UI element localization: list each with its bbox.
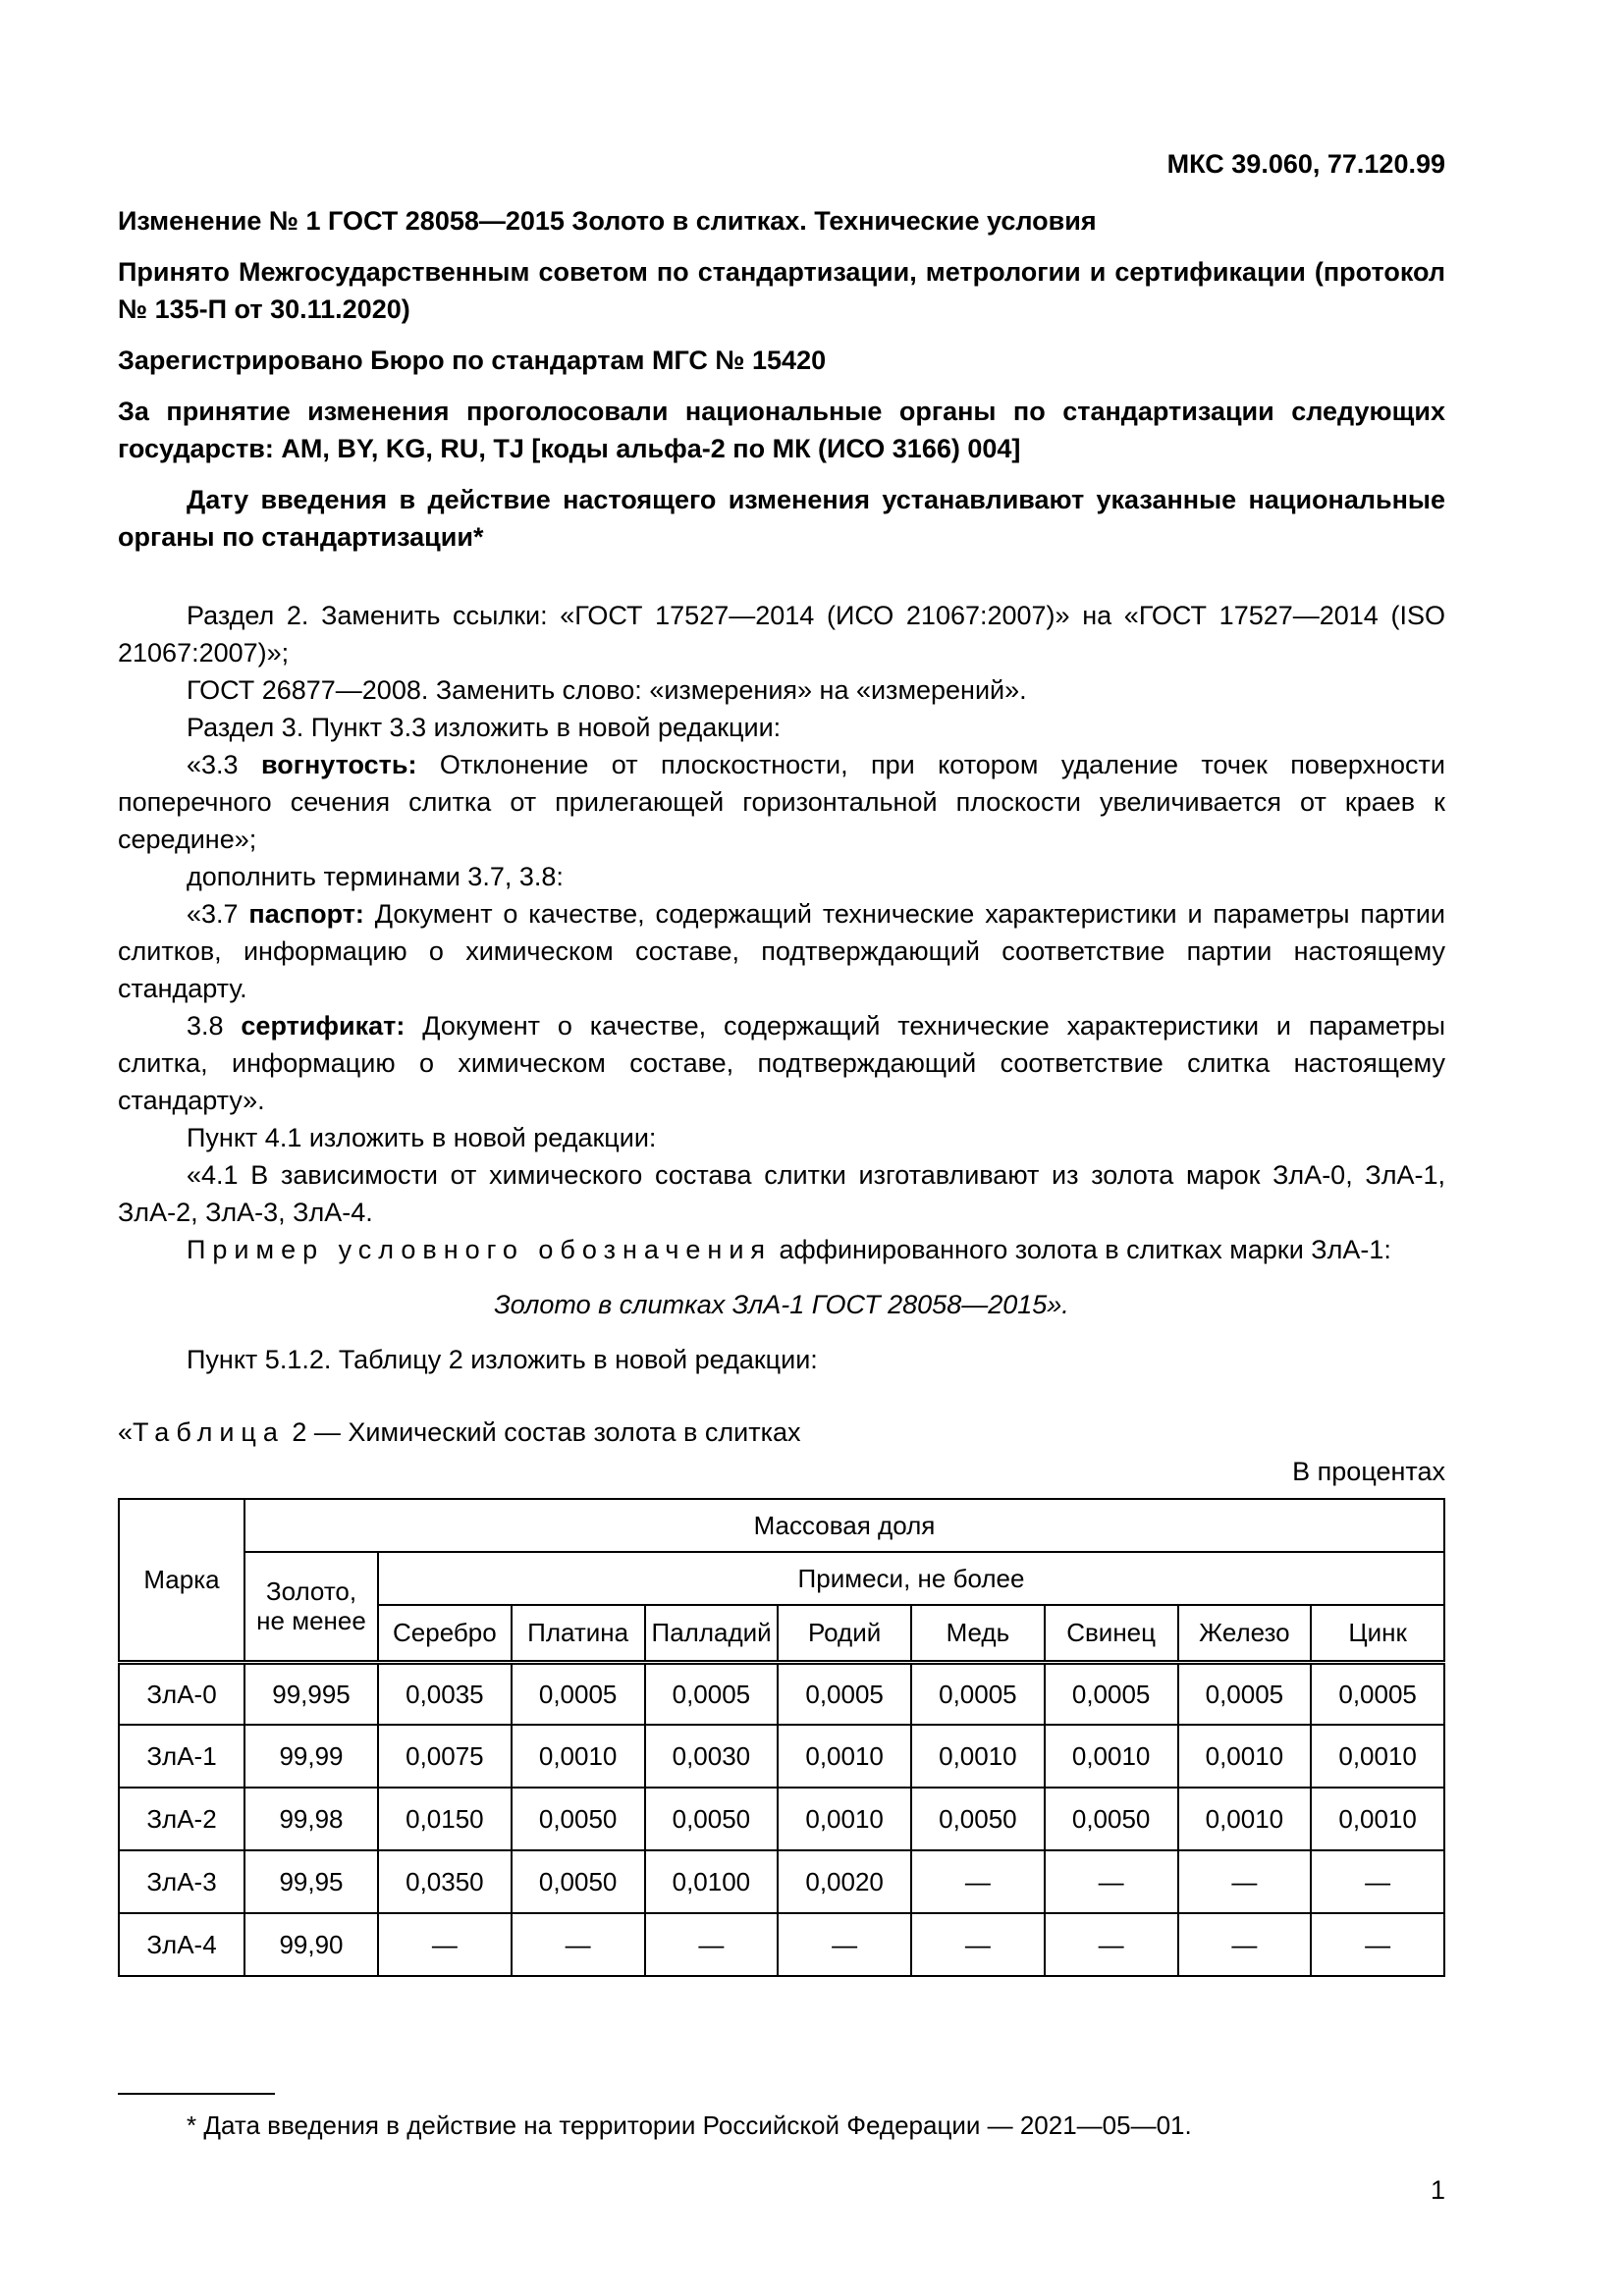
cell-value: 0,0010 bbox=[1178, 1725, 1312, 1788]
page-number: 1 bbox=[1430, 2175, 1445, 2205]
para-term-3-7 bbox=[118, 895, 1445, 1007]
cell-value: 0,0010 bbox=[778, 1788, 911, 1850]
footnote-text: * Дата введения в действие на территории Российской Федерации — 2021—05—01. bbox=[187, 2110, 1192, 2140]
cell-value: 0,0075 bbox=[378, 1725, 512, 1788]
cell-value: — bbox=[778, 1913, 911, 1976]
chemical-composition-table bbox=[118, 1498, 1445, 1977]
cell-value: — bbox=[1311, 1913, 1444, 1976]
col-header-gold-min: Золото, не менее bbox=[244, 1552, 378, 1662]
cell-value: — bbox=[645, 1913, 779, 1976]
para-4-1-intro: Пункт 4.1 изложить в новой редакции: bbox=[187, 1123, 657, 1152]
cell-mark: ЗлА-2 bbox=[119, 1788, 244, 1850]
cell-value: — bbox=[1178, 1850, 1312, 1913]
cell-value: 0,0020 bbox=[778, 1850, 911, 1913]
cell-value: — bbox=[1045, 1850, 1178, 1913]
term-3-8-lead: 3.8 bbox=[187, 1011, 242, 1041]
example-rest: аффинированного золота в слитках марки ЗлА-1: bbox=[772, 1235, 1391, 1264]
col-header-impurities: Примеси, не более bbox=[378, 1552, 1444, 1605]
cell-gold: 99,995 bbox=[244, 1662, 378, 1725]
cell-value: 0,0005 bbox=[1045, 1662, 1178, 1725]
example-designation: Золото в слитках ЗлА-1 ГОСТ 28058—2015». bbox=[494, 1290, 1069, 1319]
col-header-platinum: Платина bbox=[512, 1605, 645, 1662]
para-section3: Раздел 3. Пункт 3.3 изложить в новой редакции: bbox=[187, 713, 782, 742]
cell-value: — bbox=[512, 1913, 645, 1976]
para-term-3-8 bbox=[118, 1007, 1445, 1119]
cell-value: 0,0010 bbox=[1311, 1725, 1444, 1788]
col-header-rhodium: Родий bbox=[778, 1605, 911, 1662]
caption-number-title: 2 — Химический состав золота в слитках bbox=[284, 1417, 801, 1447]
col-header-palladium: Палладий bbox=[645, 1605, 779, 1662]
cell-value: 0,0010 bbox=[1311, 1788, 1444, 1850]
cell-value: 0,0150 bbox=[378, 1788, 512, 1850]
para-section2: Раздел 2. Заменить ссылки: «ГОСТ 17527—2014 (ИСО 21067:2007)» на «ГОСТ 17527—2014 (ISO 21067:2007)»; bbox=[118, 601, 1445, 667]
voted-paragraph: За принятие изменения проголосовали национальные органы по стандартизации следующих государств: AM, BY, KG, RU, TJ [коды альфа-2 по МК (ИСО 3166) 004] bbox=[118, 397, 1445, 463]
preamble bbox=[118, 202, 1445, 556]
amendment-title: Изменение № 1 ГОСТ 28058—2015 Золото в слитках. Технические условия bbox=[118, 206, 1097, 236]
cell-mark: ЗлА-3 bbox=[119, 1850, 244, 1913]
term-3-8-term: сертификат: bbox=[241, 1011, 406, 1041]
caption-word: Таблица bbox=[133, 1417, 285, 1447]
cell-value: 0,0005 bbox=[778, 1662, 911, 1725]
cell-value: 0,0005 bbox=[1311, 1662, 1444, 1725]
cell-value: 0,0005 bbox=[1178, 1662, 1312, 1725]
cell-mark: ЗлА-1 bbox=[119, 1725, 244, 1788]
example-spaced-word: Пример условного обозначения bbox=[187, 1235, 773, 1264]
cell-value: 0,0010 bbox=[1178, 1788, 1312, 1850]
term-3-7-term: паспорт: bbox=[248, 899, 364, 929]
cell-value: — bbox=[1045, 1913, 1178, 1976]
enactment-paragraph: Дату введения в действие настоящего изменения устанавливают указанные национальные органы по стандартизации* bbox=[118, 485, 1445, 552]
table-row bbox=[119, 1850, 1444, 1913]
cell-gold: 99,98 bbox=[244, 1788, 378, 1850]
cell-mark: ЗлА-4 bbox=[119, 1913, 244, 1976]
col-header-lead: Свинец bbox=[1045, 1605, 1178, 1662]
cell-value: 0,0010 bbox=[512, 1725, 645, 1788]
para-term-3-3 bbox=[118, 746, 1445, 858]
para-supplement: дополнить терминами 3.7, 3.8: bbox=[187, 862, 564, 891]
cell-gold: 99,95 bbox=[244, 1850, 378, 1913]
table-row bbox=[119, 1725, 1444, 1788]
cell-value: — bbox=[1178, 1913, 1312, 1976]
cell-value: — bbox=[911, 1850, 1045, 1913]
cell-value: 0,0005 bbox=[512, 1662, 645, 1725]
units-label: В процентах bbox=[1292, 1457, 1445, 1486]
cell-value: 0,0050 bbox=[1045, 1788, 1178, 1850]
caption-open-quote: « bbox=[118, 1417, 134, 1447]
classification-code: МКС 39.060, 77.120.99 bbox=[1166, 149, 1445, 179]
cell-value: 0,0010 bbox=[911, 1725, 1045, 1788]
para-5-1-2: Пункт 5.1.2. Таблицу 2 изложить в новой редакции: bbox=[187, 1345, 818, 1374]
para-example bbox=[118, 1231, 1445, 1268]
term-3-7-lead: «3.7 bbox=[187, 899, 249, 929]
term-3-3-text: Отклонение от плоскостности, при котором удаление точек поверхности поперечного сечения слитка от прилегающей горизонтальной плоскости увеличивается от краев к середине»; bbox=[118, 750, 1445, 854]
col-header-iron: Железо bbox=[1178, 1605, 1312, 1662]
cell-value: 0,0050 bbox=[911, 1788, 1045, 1850]
table-2-block bbox=[118, 1414, 1445, 1977]
cell-value: 0,0030 bbox=[645, 1725, 779, 1788]
cell-value: 0,0350 bbox=[378, 1850, 512, 1913]
cell-value: 0,0100 bbox=[645, 1850, 779, 1913]
cell-gold: 99,99 bbox=[244, 1725, 378, 1788]
cell-value: 0,0050 bbox=[512, 1788, 645, 1850]
term-3-3-lead: «3.3 bbox=[187, 750, 261, 779]
cell-gold: 99,90 bbox=[244, 1913, 378, 1976]
para-gost26877: ГОСТ 26877—2008. Заменить слово: «измерения» на «измерений». bbox=[187, 675, 1027, 705]
cell-value: 0,0010 bbox=[1045, 1725, 1178, 1788]
term-3-7-text: Документ о качестве, содержащий технические характеристики и параметры партии слитков, информацию о химическом составе, подтверждающий соответствие партии настоящему стандарту. bbox=[118, 899, 1445, 1003]
cell-value: 0,0050 bbox=[512, 1850, 645, 1913]
cell-mark: ЗлА-0 bbox=[119, 1662, 244, 1725]
col-header-mass-fraction: Массовая доля bbox=[244, 1499, 1444, 1552]
footnote-block bbox=[118, 2093, 1445, 2144]
table-caption bbox=[118, 1414, 1445, 1451]
term-3-3-term: вогнутость: bbox=[260, 750, 417, 779]
term-3-8-text: Документ о качестве, содержащий технические характеристики и параметры слитка, информацию о химическом составе, подтверждающий соответствие слитка настоящему стандарту». bbox=[118, 1011, 1445, 1115]
footnote-divider bbox=[118, 2093, 275, 2095]
cell-value: — bbox=[911, 1913, 1045, 1976]
col-header-copper: Медь bbox=[911, 1605, 1045, 1662]
cell-value: 0,0010 bbox=[778, 1725, 911, 1788]
cell-value: 0,0005 bbox=[911, 1662, 1045, 1725]
col-header-zinc: Цинк bbox=[1311, 1605, 1444, 1662]
amendment-body bbox=[118, 597, 1445, 1378]
adopted-paragraph: Принято Межгосударственным советом по стандартизации, метрологии и сертификации (протокол № 135-П от 30.11.2020) bbox=[118, 257, 1445, 324]
registered-paragraph: Зарегистрировано Бюро по стандартам МГС № 15420 bbox=[118, 346, 827, 375]
cell-value: 0,0050 bbox=[645, 1788, 779, 1850]
cell-value: — bbox=[378, 1913, 512, 1976]
table-row bbox=[119, 1788, 1444, 1850]
cell-value: 0,0035 bbox=[378, 1662, 512, 1725]
col-header-mark: Марка bbox=[119, 1499, 244, 1662]
table-row bbox=[119, 1662, 1444, 1725]
table-row bbox=[119, 1913, 1444, 1976]
cell-value: — bbox=[1311, 1850, 1444, 1913]
cell-value: 0,0005 bbox=[645, 1662, 779, 1725]
col-header-silver: Серебро bbox=[378, 1605, 512, 1662]
para-4-1-text: «4.1 В зависимости от химического состава слитки изготавливают из золота марок ЗлА-0, ЗлА-1, ЗлА-2, ЗлА-3, ЗлА-4. bbox=[118, 1160, 1445, 1227]
